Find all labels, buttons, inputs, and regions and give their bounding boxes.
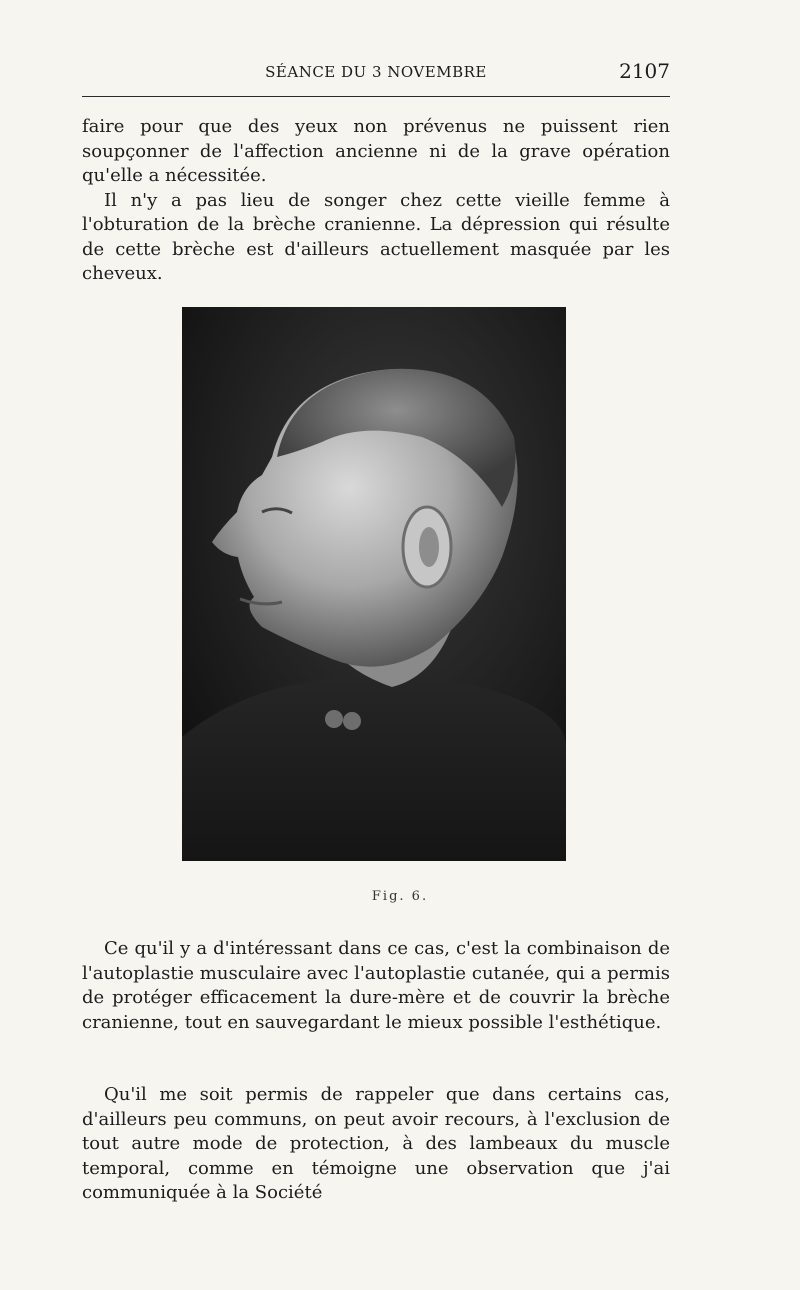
body-text-top <box>82 115 670 287</box>
running-head: SÉANCE DU 3 NOVEMBRE <box>265 63 487 81</box>
portrait-photo-image <box>182 307 566 861</box>
paragraph: Il n'y a pas lieu de songer chez cette vieille femme à l'obturation de la brèche cranienne. La dépression qui résulte de cette brèche est d'ailleurs actuellement masquée par les cheveux. <box>82 189 670 284</box>
header-rule <box>82 96 670 97</box>
page-number: 2107 <box>619 59 670 83</box>
page-header <box>82 58 670 86</box>
figure-caption: Fig. 6. <box>371 889 429 904</box>
paragraph: Qu'il me soit permis de rappeler que dans certains cas, d'ailleurs peu communs, on peut avoir recours, à l'exclusion de tout autre mode de protection, à des lambeaux du muscle temporal, comme en témoigne une observation que j'ai communiquée à la Société <box>82 1084 670 1203</box>
body-text-bottom <box>82 1083 670 1206</box>
paragraph: Ce qu'il y a d'intéressant dans ce cas, c'est la combinaison de l'autoplastie musculaire avec l'autoplastie cutanée, qui a permis de protéger efficacement la dure-mère et de couvrir la brèche cranienne, tout en sauvegardant le mieux possible l'esthétique. <box>82 938 670 1033</box>
figure-photograph <box>182 307 566 861</box>
paragraph: faire pour que des yeux non prévenus ne puissent rien soupçonner de l'affection ancienne ni de la grave opération qu'elle a nécessitée. <box>82 116 670 186</box>
body-text-middle <box>82 937 670 1035</box>
